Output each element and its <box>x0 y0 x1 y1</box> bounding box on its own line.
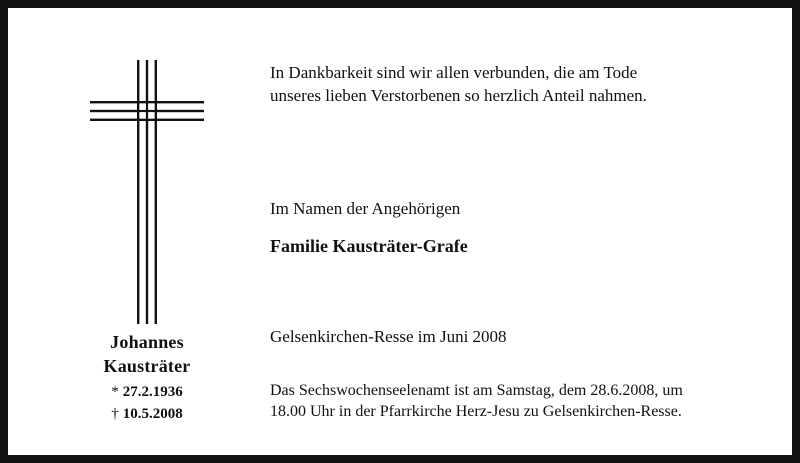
place-date-line: Gelsenkirchen-Resse im Juni 2008 <box>270 327 507 346</box>
thanks-line-1: In Dankbarkeit sind wir allen verbunden, die am Tode <box>270 63 638 82</box>
deceased-first-name: Johannes <box>110 332 184 352</box>
mass-announcement <box>270 380 772 422</box>
thanks-line-2: unseres lieben Verstorbenen so herzlich Anteil nahmen. <box>270 86 647 105</box>
thanks-paragraph <box>270 61 772 107</box>
death-date: 10.5.2008 <box>122 406 183 422</box>
death-date-line <box>78 404 216 424</box>
mass-line-1: Das Sechswochenseelenamt ist am Samstag, dem 28.6.2008, um <box>270 382 683 399</box>
birth-date: 27.2.1936 <box>122 384 183 400</box>
death-dagger-icon: † <box>111 406 119 422</box>
birth-star-icon: * <box>111 384 119 400</box>
mass-line-2: 18.00 Uhr in der Pfarrkirche Herz-Jesu zu Gelsenkirchen-Resse. <box>270 403 682 420</box>
deceased-block <box>78 330 216 424</box>
birth-date-line <box>78 382 216 402</box>
family-name: Familie Kausträter-Grafe <box>270 236 468 256</box>
cross-icon <box>90 60 204 328</box>
on-behalf-line: Im Namen der Angehörigen <box>270 199 461 218</box>
deceased-last-name: Kausträter <box>103 356 191 376</box>
